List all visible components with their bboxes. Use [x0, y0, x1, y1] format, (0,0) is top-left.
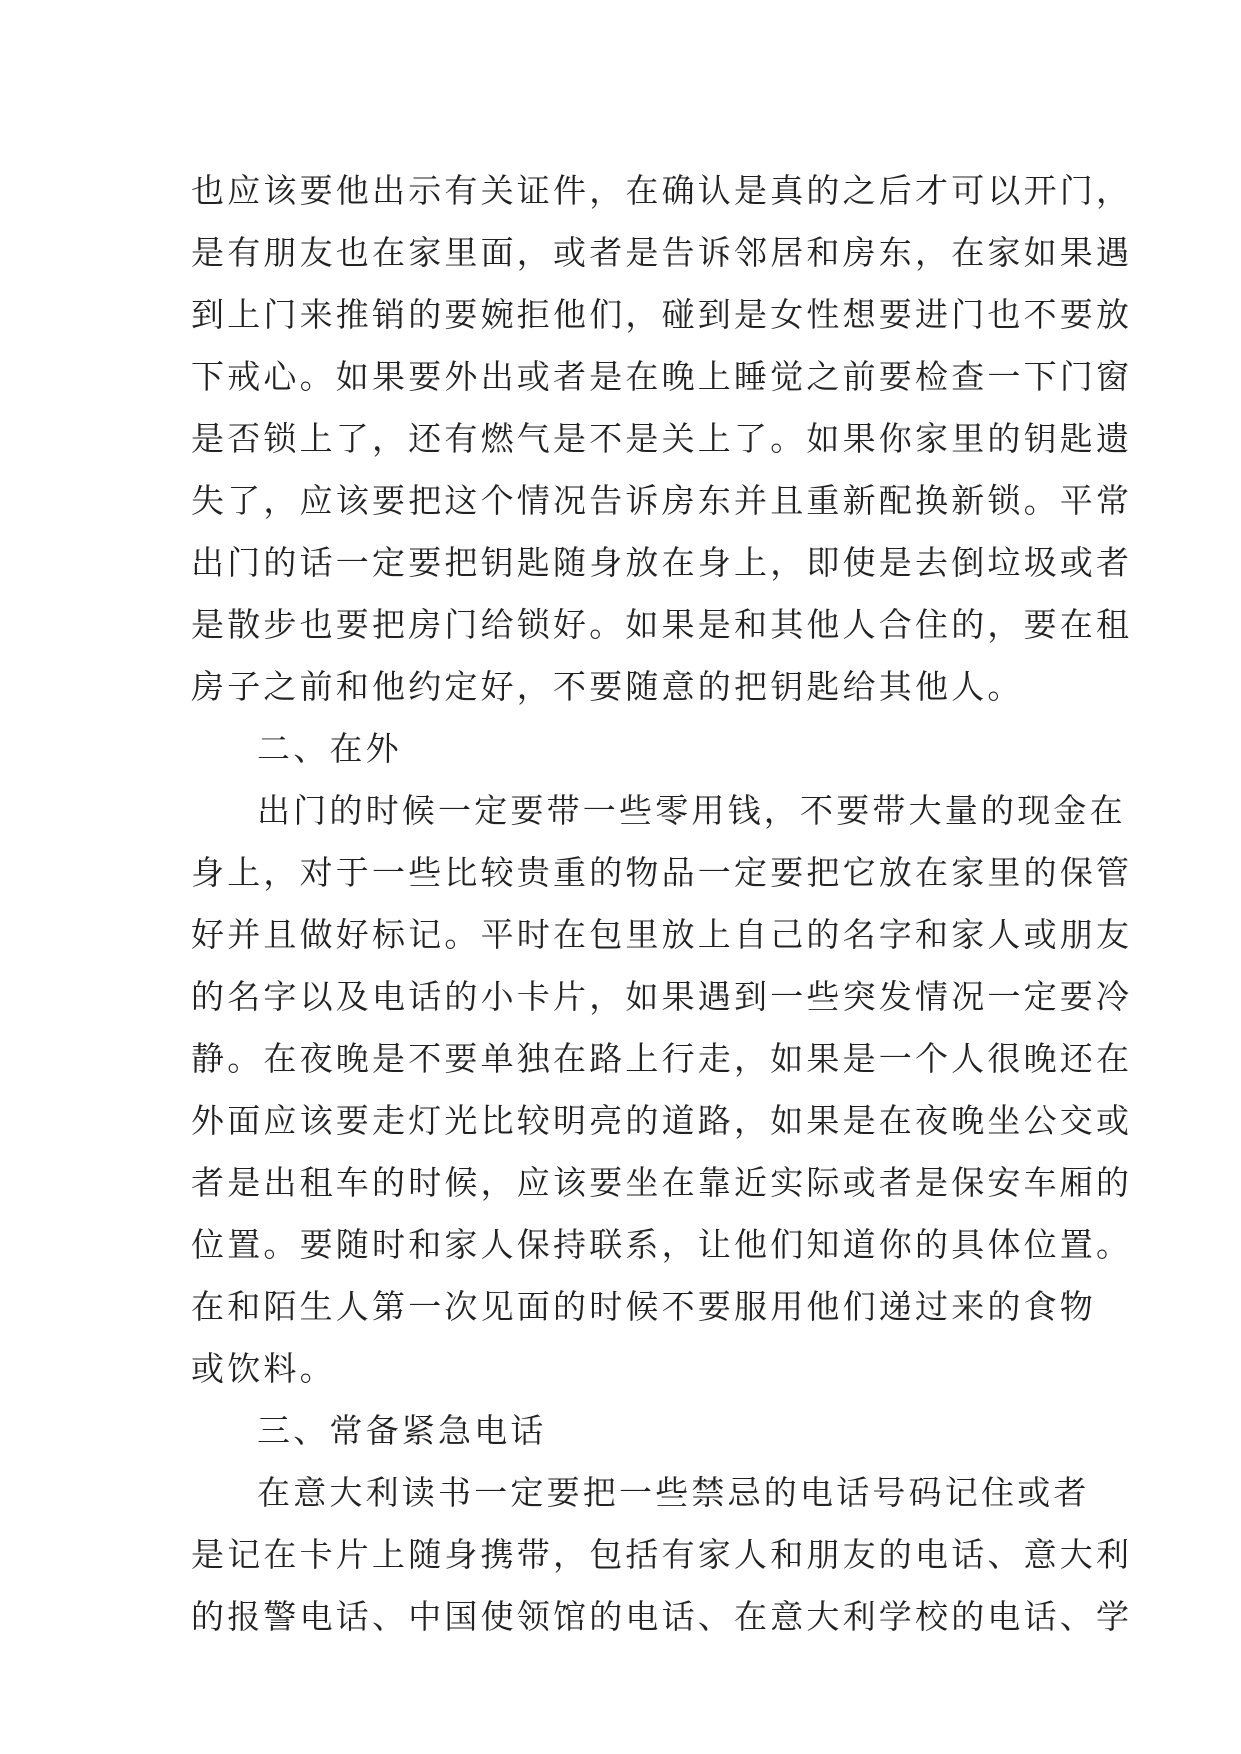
text-line: 外面应该要走灯光比较明亮的道路，如果是在夜晚坐公交或 [191, 1101, 1133, 1140]
paragraph-first-line: 在意大利读书一定要把一些禁忌的电话号码记住或者 [257, 1473, 1090, 1512]
paragraph-first-line: 出门的时候一定要带一些零用钱，不要带大量的现金在 [257, 791, 1126, 830]
text-line: 好并且做好标记。平时在包里放上自己的名字和家人或朋友 [191, 915, 1133, 954]
text-line: 是有朋友也在家里面，或者是告诉邻居和房东，在家如果遇 [191, 233, 1133, 272]
text-line: 的报警电话、中国使领馆的电话、在意大利学校的电话、学 [191, 1597, 1133, 1636]
text-line: 在和陌生人第一次见面的时候不要服用他们递过来的食物 [191, 1287, 1096, 1326]
text-line: 房子之前和他约定好，不要随意的把钥匙给其他人。 [191, 667, 1024, 706]
text-line: 到上门来推销的要婉拒他们，碰到是女性想要进门也不要放 [191, 295, 1133, 334]
text-line: 失了，应该要把这个情况告诉房东并且重新配换新锁。平常 [191, 481, 1133, 520]
text-line: 也应该要他出示有关证件，在确认是真的之后才可以开门， [191, 171, 1133, 210]
text-line: 下戒心。如果要外出或者是在晚上睡觉之前要检查一下门窗 [191, 357, 1133, 396]
text-line: 出门的话一定要把钥匙随身放在身上，即使是去倒垃圾或者 [191, 543, 1133, 582]
document-body [191, 160, 1133, 1648]
text-line: 位置。要随时和家人保持联系，让他们知道你的具体位置。 [191, 1225, 1133, 1264]
text-line: 静。在夜晚是不要单独在路上行走，如果是一个人很晚还在 [191, 1039, 1133, 1078]
text-line: 的名字以及电话的小卡片，如果遇到一些突发情况一定要冷 [191, 977, 1133, 1016]
text-line: 或饮料。 [191, 1349, 336, 1388]
text-line: 者是出租车的时候，应该要坐在靠近实际或者是保安车厢的 [191, 1163, 1133, 1202]
text-line: 是散步也要把房门给锁好。如果是和其他人合住的，要在租 [191, 605, 1133, 644]
section-heading: 三、常备紧急电话 [257, 1411, 547, 1450]
text-line: 身上，对于一些比较贵重的物品一定要把它放在家里的保管 [191, 853, 1133, 892]
text-line: 是记在卡片上随身携带，包括有家人和朋友的电话、意大利 [191, 1535, 1133, 1574]
section-heading: 二、在外 [257, 729, 402, 768]
text-line: 是否锁上了，还有燃气是不是关上了。如果你家里的钥匙遗 [191, 419, 1133, 458]
